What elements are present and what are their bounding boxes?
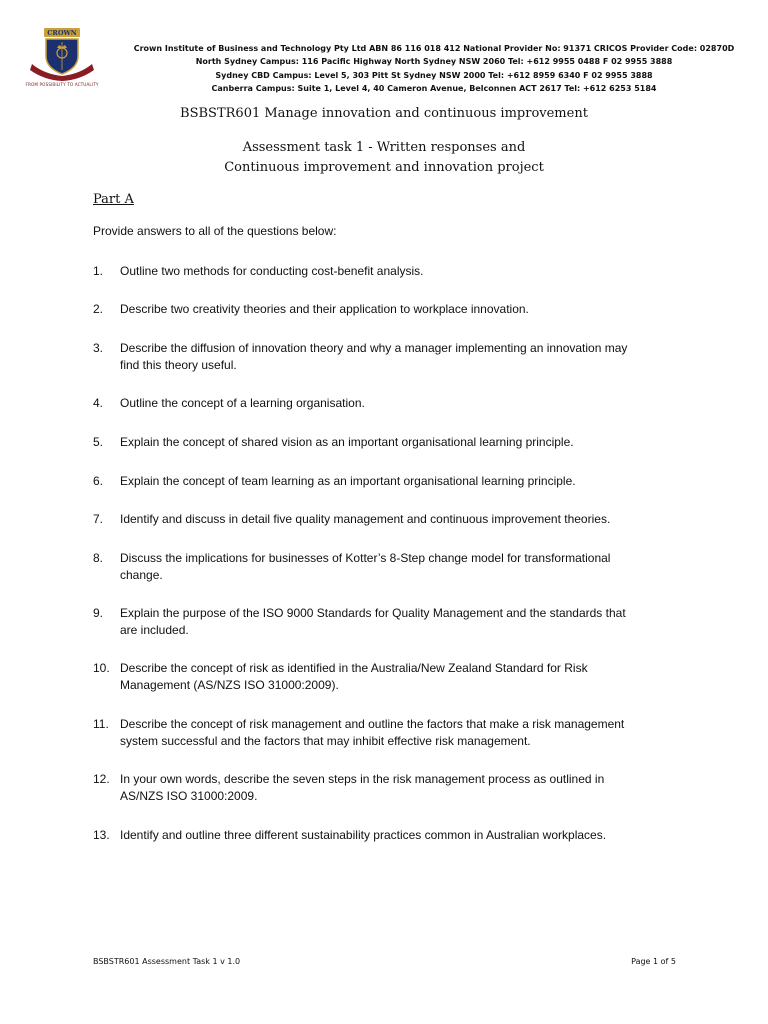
question-text: are included. — [120, 623, 189, 637]
question-text: Discuss the implications for businesses of Kotter’s 8-Step change model for transformational — [120, 551, 611, 565]
question-number: 8. — [93, 551, 104, 565]
question-number: 3. — [93, 341, 104, 355]
question-text: Outline the concept of a learning organisation. — [120, 396, 365, 410]
question-number: 10. — [93, 661, 110, 675]
question-item — [93, 263, 683, 280]
question-item — [93, 716, 683, 750]
question-number: 5. — [93, 435, 104, 449]
question-number: 2. — [93, 302, 104, 316]
address-line: Crown Institute of Business and Technology Pty Ltd ABN 86 116 018 412 National Provider No: 91371 CRICOS Provider Code: 02870D — [133, 44, 735, 53]
question-item — [93, 340, 683, 374]
question-number: 9. — [93, 606, 104, 620]
footer-page-number: Page 1 of 5 — [631, 957, 676, 966]
logo-motto: FROM POSSIBILITY TO ACTUALITY — [25, 82, 99, 87]
address-line: Sydney CBD Campus: Level 5, 303 Pitt St Sydney NSW 2000 Tel: +612 8959 6340 F 02 9955 3888 — [215, 70, 653, 80]
question-text: system successful and the factors that may inhibit effective risk management. — [120, 734, 531, 748]
crown-logo — [24, 26, 100, 92]
task-title-line-1: Assessment task 1 - Written responses and — [242, 140, 526, 155]
question-number: 11. — [93, 717, 109, 731]
question-text: Explain the purpose of the ISO 9000 Standards for Quality Management and the standards that — [120, 606, 626, 620]
institute-address-block — [108, 42, 760, 96]
question-number: 13. — [93, 828, 110, 842]
question-item — [93, 605, 683, 639]
instructions: Provide answers to all of the questions below: — [93, 224, 337, 238]
question-number: 6. — [93, 474, 104, 488]
question-text: In your own words, describe the seven steps in the risk management process as outlined in — [120, 772, 605, 786]
question-number: 12. — [93, 772, 110, 786]
question-text: Explain the concept of shared vision as an important organisational learning principle. — [120, 435, 574, 449]
question-item — [93, 301, 683, 318]
question-item — [93, 395, 683, 412]
question-text: Management (AS/NZS ISO 31000:2009). — [120, 678, 339, 692]
footer-document-id: BSBSTR601 Assessment Task 1 v 1.0 — [93, 957, 241, 966]
question-item — [93, 550, 683, 584]
question-text: Describe the concept of risk management and outline the factors that make a risk management — [120, 717, 625, 731]
question-item — [93, 473, 683, 490]
crest-icon — [24, 26, 100, 82]
question-number: 7. — [93, 512, 104, 526]
question-text: Describe the diffusion of innovation theory and why a manager implementing an innovation may — [120, 341, 628, 355]
question-text: Describe two creativity theories and their application to workplace innovation. — [120, 302, 529, 316]
part-heading: Part A — [93, 192, 134, 207]
question-number: 1. — [93, 264, 104, 278]
question-text: Identify and discuss in detail five quality management and continuous improvement theories. — [120, 512, 611, 526]
question-text: Describe the concept of risk as identified in the Australia/New Zealand Standard for Risk — [120, 661, 588, 675]
task-title-line-2: Continuous improvement and innovation project — [224, 160, 544, 175]
logo-name: CROWN — [47, 29, 77, 37]
question-text: Identify and outline three different sustainability practices common in Australian workplaces. — [120, 828, 607, 842]
question-text: find this theory useful. — [120, 358, 237, 372]
question-item — [93, 771, 683, 805]
question-item — [93, 660, 683, 694]
unit-title: BSBSTR601 Manage innovation and continuous improvement — [180, 106, 588, 121]
address-line: North Sydney Campus: 116 Pacific Highway North Sydney NSW 2060 Tel: +612 9955 0488 F 02 9955 3888 — [195, 57, 673, 67]
question-item — [93, 827, 683, 844]
question-item — [93, 434, 683, 451]
question-item — [93, 511, 683, 528]
question-text: change. — [120, 568, 163, 582]
question-text: AS/NZS ISO 31000:2009. — [120, 789, 258, 803]
address-line: Canberra Campus: Suite 1, Level 4, 40 Cameron Avenue, Belconnen ACT 2617 Tel: +612 6253 5184 — [211, 84, 657, 94]
question-number: 4. — [93, 396, 104, 410]
question-text: Outline two methods for conducting cost-benefit analysis. — [120, 264, 424, 278]
question-text: Explain the concept of team learning as an important organisational learning principle. — [120, 474, 576, 488]
